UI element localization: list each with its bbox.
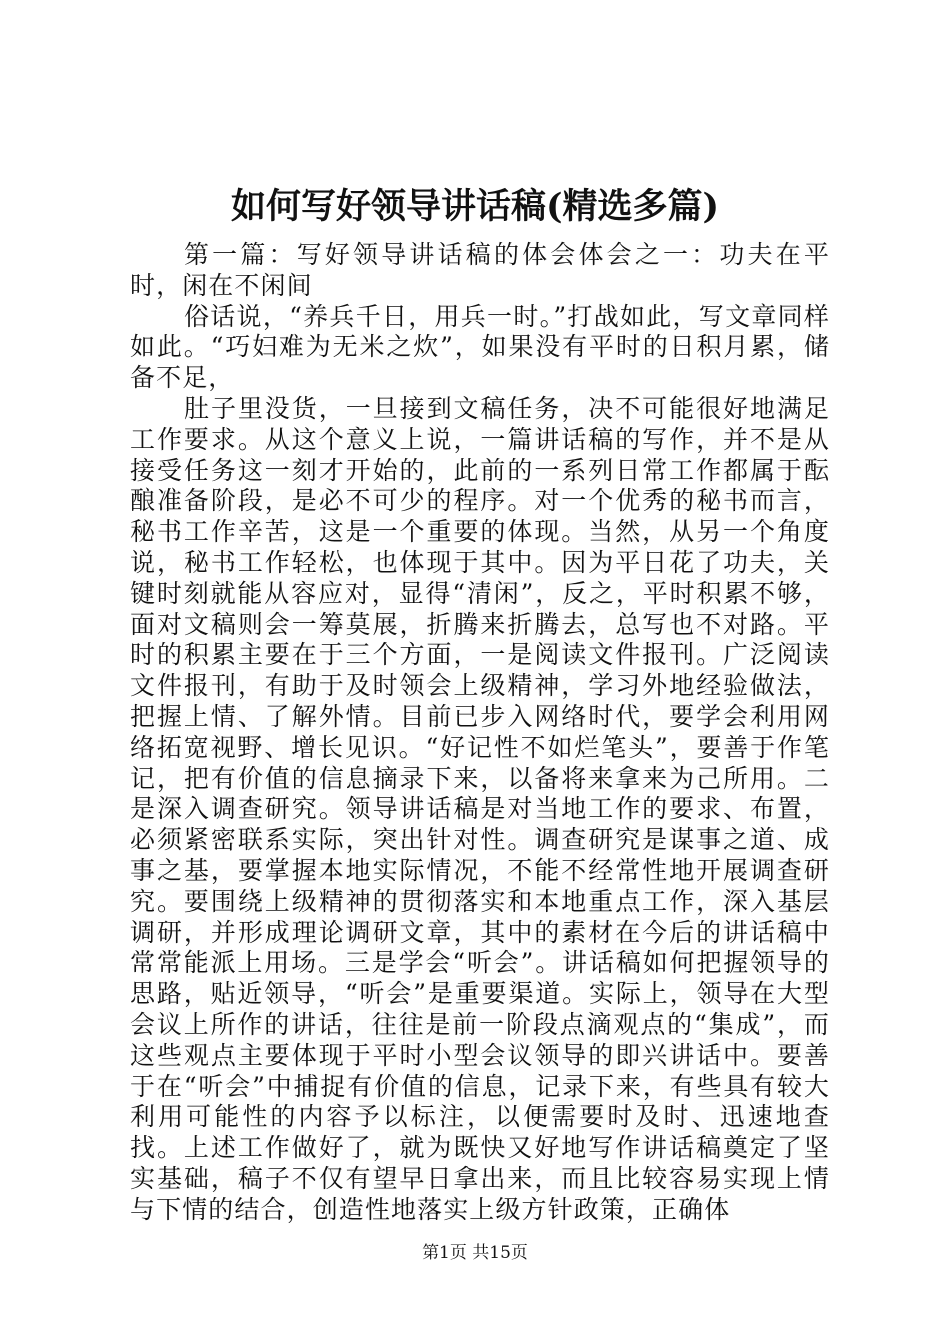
- paragraph-3: 肚子里没货，一旦接到文稿任务，决不可能很好地满足工作要求。从这个意义上说，一篇讲话稿的写作，并不是从接受任务这一刻才开始的，此前的一系列日常工作都属于酝酿准备阶段，是必不可少的程序。对一个优秀的秘书而言，秘书工作辛苦，这是一个重要的体现。当然，从另一个角度说，秘书工作轻松，也体现于其中。因为平日花了功夫，关键时刻就能从容应对，显得“清闲”，反之，平时积累不够，面对文稿则会一筹莫展，折腾来折腾去，总写也不对路。平时的积累主要在于三个方面，一是阅读文件报刊。广泛阅读文件报刊，有助于及时领会上级精神，学习外地经验做法，把握上情、了解外情。目前已步入网络时代，要学会利用网络拓宽视野、增长见识。“好记性不如烂笔头”，要善于作笔记，把有价值的信息摘录下来，以备将来拿来为己所用。二是深入调查研究。领导讲话稿是对当地工作的要求、布置，必须紧密联系实际，突出针对性。调查研究是谋事之道、成事之基，要掌握本地实际情况，不能不经常性地开展调查研究。要围绕上级精神的贯彻落实和本地重点工作，深入基层调研，并形成理论调研文章，其中的素材在今后的讲话稿中常常能派上用场。三是学会“听会”。讲话稿如何把握领导的思路，贴近领导，“听会”是重要渠道。实际上，领导在大型会议上所作的讲话，往往是前一阶段点滴观点的“集成”，而这些观点主要体现于平时小型会议领导的即兴讲话中。要善于在“听会”中捕捉有价值的信息，记录下来，有些具有较大利用可能性的内容予以标注，以便需要时及时、迅速地查找。上述工作做好了，就为既快又好地写作讲话稿奠定了坚实基础，稿子不仅有望早日拿出来，而且比较容易实现上情与下情的结合，创造性地落实上级方针政策，正确体: [130, 393, 830, 1224]
- paragraph-2: 俗话说，“养兵千日，用兵一时。”打战如此，写文章同样如此。“巧妇难为无米之炊”，如果没有平时的日积月累，储备不足，: [130, 301, 830, 393]
- paragraph-1: 第一篇：写好领导讲话稿的体会体会之一：功夫在平时，闲在不闲间: [130, 240, 830, 300]
- page-number-footer: 第1页 共15页: [422, 1243, 528, 1263]
- document-body: [130, 240, 830, 1226]
- document-title: 如何写好领导讲话稿(精选多篇): [230, 186, 720, 227]
